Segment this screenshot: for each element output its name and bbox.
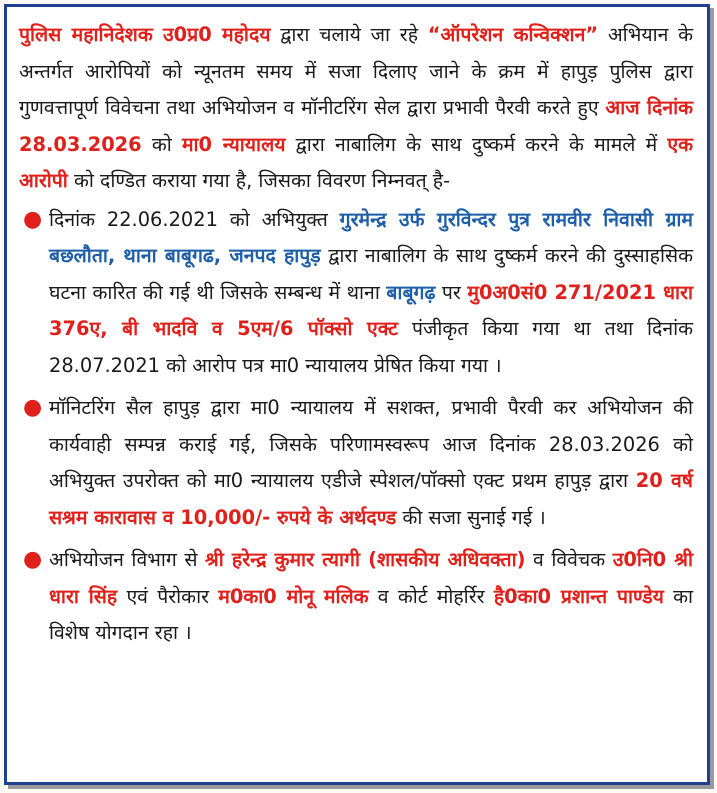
intro-paragraph <box>19 17 693 200</box>
intro-accused-count: एक आरोपी <box>19 132 694 192</box>
intro-text: को दण्डित कराया गया है, जिसका विवरण निम्नवत् है- <box>67 169 451 192</box>
prosecutor-name: श्री हरेन्द्र कुमार त्यागी (शासकीय अधिवक्ता) <box>205 548 526 571</box>
accused-details: गुरमेन्द्र उर्फ गुरविन्दर पुत्र रामवीर निवासी ग्राम बछलौता, थाना बाबूगढ, जनपद हापुड़ <box>49 207 694 267</box>
bullet-dot-icon: ● <box>23 206 43 232</box>
investigator-name: उ0नि0 श्री धारा सिंह <box>49 548 693 608</box>
item-text: दिनांक 22.06.2021 को अभियुक्त <box>49 207 340 231</box>
intro-dgp-text: पुलिस महानिदेशक उ0प्र0 महोदय <box>19 23 271 46</box>
intro-text: द्वारा नाबालिग के साथ दुष्कर्म करने के मामले में <box>285 132 668 156</box>
case-number: मु0अ0सं0 271/2021 धारा 376ए, बी भादवि व 5एम/6 पॉक्सो एक्ट <box>49 280 693 340</box>
moharrir-name: है0का0 प्रशान्त पाण्डेय <box>493 584 664 608</box>
intro-text: को <box>141 132 182 156</box>
item-text: द्वारा नाबालिग के साथ दुष्कर्म करने की दुस्साहसिक घटना कारित की गई थी जिसके सम्बन्ध में थाना <box>49 244 693 304</box>
police-station: बाबूगढ़ <box>386 280 436 304</box>
item-text: पंजीकृत किया गया था तथा दिनांक 28.07.2021 को आरोप पत्र मा0 न्यायालय प्रेषित किया गया । <box>49 317 694 377</box>
bullet-dot-icon: ● <box>23 395 43 420</box>
item-text: की सजा सुनाई गई । <box>396 505 546 529</box>
press-note-panel <box>4 4 710 785</box>
details-list <box>19 202 693 652</box>
item-text: अभियोजन विभाग से <box>49 548 206 571</box>
intro-text: द्वारा चलाये जा रहे <box>270 23 428 46</box>
pairokar-name: म0का0 मोनू मलिक <box>218 584 369 608</box>
item-text: व विवेचक <box>525 548 613 571</box>
list-item-verdict <box>19 390 693 536</box>
intro-court: मा0 न्यायालय <box>181 132 286 156</box>
item-text: एवं पैरोकार <box>117 584 219 608</box>
item-text: मॉनिटरिंग सैल हापुड़ द्वारा मा0 न्यायालय में सशक्त, प्रभावी पैरवी कर अभियोजन की कार्यवाही सम्पन्न कराई गई, जिसके परिणामस्वरूप आज दिनांक 28.03.2026 को अभियुक्त उपरोक्त को मा0 न्यायालय एडीजे स्पेशल/पॉक्सो एक्ट प्रथम हापुड़ द्वारा <box>49 396 693 492</box>
list-item-case-details <box>19 202 693 385</box>
item-text: व कोर्ट मोहर्रिर <box>368 584 494 608</box>
list-item-contributors <box>19 542 693 652</box>
sentence-details: 20 वर्ष सश्रम कारावास व 10,000/- रुपये के अर्थदण्ड <box>49 469 693 529</box>
item-text: पर <box>435 280 468 304</box>
operation-name: “ऑपरेशन कन्विक्शन” <box>427 23 599 46</box>
intro-date: आज दिनांक 28.03.2026 <box>19 96 693 156</box>
intro-text: अभियान के अन्तर्गत आरोपियों को न्यूनतम समय में सजा दिलाए जाने के क्रम में हापुड़ पुलिस द्वारा गुणवत्तापूर्ण विवेचना तथा अभियोजन व मॉनीटरिंग सेल द्वारा प्रभावी पैरवी करते हुए <box>19 23 693 119</box>
bullet-dot-icon: ● <box>23 547 43 572</box>
item-text: का विशेष योगदान रहा । <box>49 584 694 644</box>
